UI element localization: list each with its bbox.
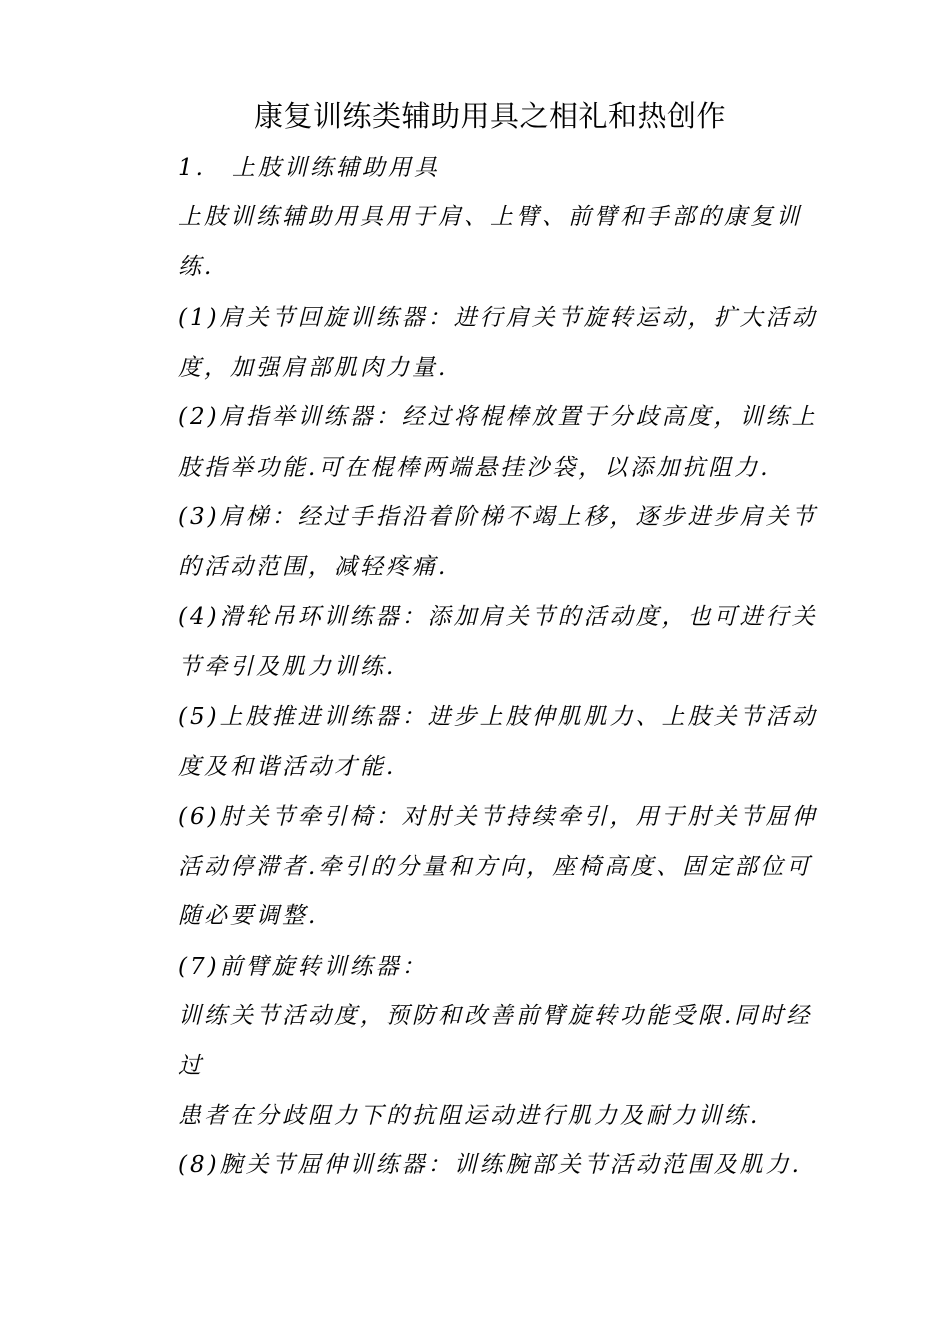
list-item-line: (4)滑轮吊环训练器：添加肩关节的活动度，也可进行关 xyxy=(178,604,818,630)
list-item-line: (3)肩梯：经过手指沿着阶梯不竭上移，逐步进步肩关节 xyxy=(178,504,818,530)
list-item-line: (6)肘关节牵引椅：对肘关节持续牵引，用于肘关节屈伸 xyxy=(178,804,818,830)
list-item-line: 的活动范围，减轻疼痛. xyxy=(178,554,449,580)
section-heading: 1. 上肢训练辅助用具 xyxy=(178,155,440,181)
list-item-line: 活动停滞者.牵引的分量和方向，座椅高度、固定部位可 xyxy=(178,854,813,880)
list-item-line: 度，加强肩部肌肉力量. xyxy=(178,355,449,381)
document-title: 康复训练类辅助用具之相礼和热创作 xyxy=(253,99,726,133)
paragraph-line: 练. xyxy=(178,254,215,280)
paragraph-line: 训练关节活动度，预防和改善前臂旋转功能受限.同时经 xyxy=(178,1003,813,1029)
list-item-line: (7)前臂旋转训练器： xyxy=(178,954,428,980)
list-item-line: 随必要调整. xyxy=(178,903,319,929)
list-item-line: (5)上肢推进训练器：进步上肢伸肌肌力、上肢关节活动 xyxy=(178,704,818,730)
paragraph-line: 过 xyxy=(178,1053,204,1079)
list-item-line: (2)肩指举训练器：经过将棍棒放置于分歧高度，训练上 xyxy=(178,404,818,430)
paragraph-line: 上肢训练辅助用具用于肩、上臂、前臂和手部的康复训 xyxy=(178,204,802,230)
paragraph-line: 患者在分歧阻力下的抗阻运动进行肌力及耐力训练. xyxy=(178,1103,761,1129)
list-item-line: (8)腕关节屈伸训练器：训练腕部关节活动范围及肌力. xyxy=(178,1152,802,1178)
list-item-line: (1)肩关节回旋训练器：进行肩关节旋转运动，扩大活动 xyxy=(178,305,818,331)
list-item-line: 肢指举功能.可在棍棒两端悬挂沙袋，以添加抗阻力. xyxy=(178,455,771,481)
list-item-line: 节牵引及肌力训练. xyxy=(178,654,397,680)
list-item-line: 度及和谐活动才能. xyxy=(178,754,397,780)
